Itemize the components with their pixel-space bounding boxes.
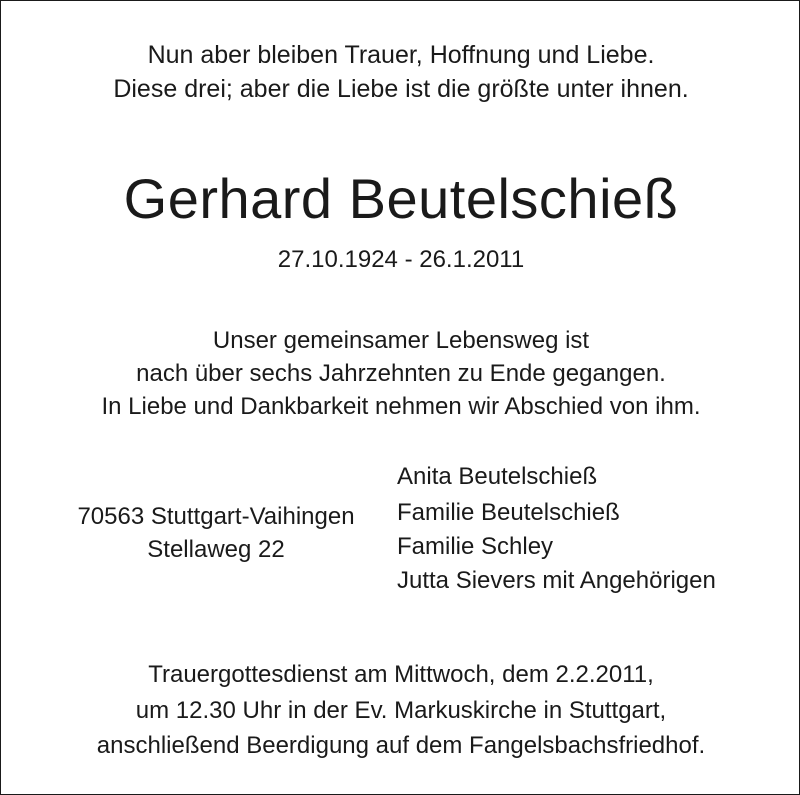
message-line-2: nach über sechs Jahrzehnten zu Ende gegangen. [136,360,666,387]
service-line-3: anschließend Beerdigung auf dem Fangelsbachsfriedhof. [96,732,706,759]
verse-line-1: Nun aber bleiben Trauer, Hoffnung und Liebe. [147,41,655,69]
mourner-1: Anita Beutelschieß [397,463,598,490]
message-line-3: In Liebe und Dankbarkeit nehmen wir Abschied von ihm. [101,393,701,420]
deceased-name: Gerhard Beutelschieß [123,167,679,230]
verse-line-2: Diese drei; aber die Liebe ist die größte unter ihnen. [113,75,689,103]
service-line-1: Trauergottesdienst am Mittwoch, dem 2.2.2011, [148,661,654,688]
message-line-1: Unser gemeinsamer Lebensweg ist [212,327,590,354]
life-dates: 27.10.1924 - 26.1.2011 [277,246,525,273]
address-city: 70563 Stuttgart-Vaihingen [77,503,355,530]
mourner-3: Familie Schley [397,533,554,560]
mourner-4: Jutta Sievers mit Angehörigen [397,567,716,594]
mourner-2: Familie Beutelschieß [397,499,620,526]
address-street: Stellaweg 22 [147,536,285,563]
service-line-2: um 12.30 Uhr in der Ev. Markuskirche in Stuttgart, [135,697,667,724]
